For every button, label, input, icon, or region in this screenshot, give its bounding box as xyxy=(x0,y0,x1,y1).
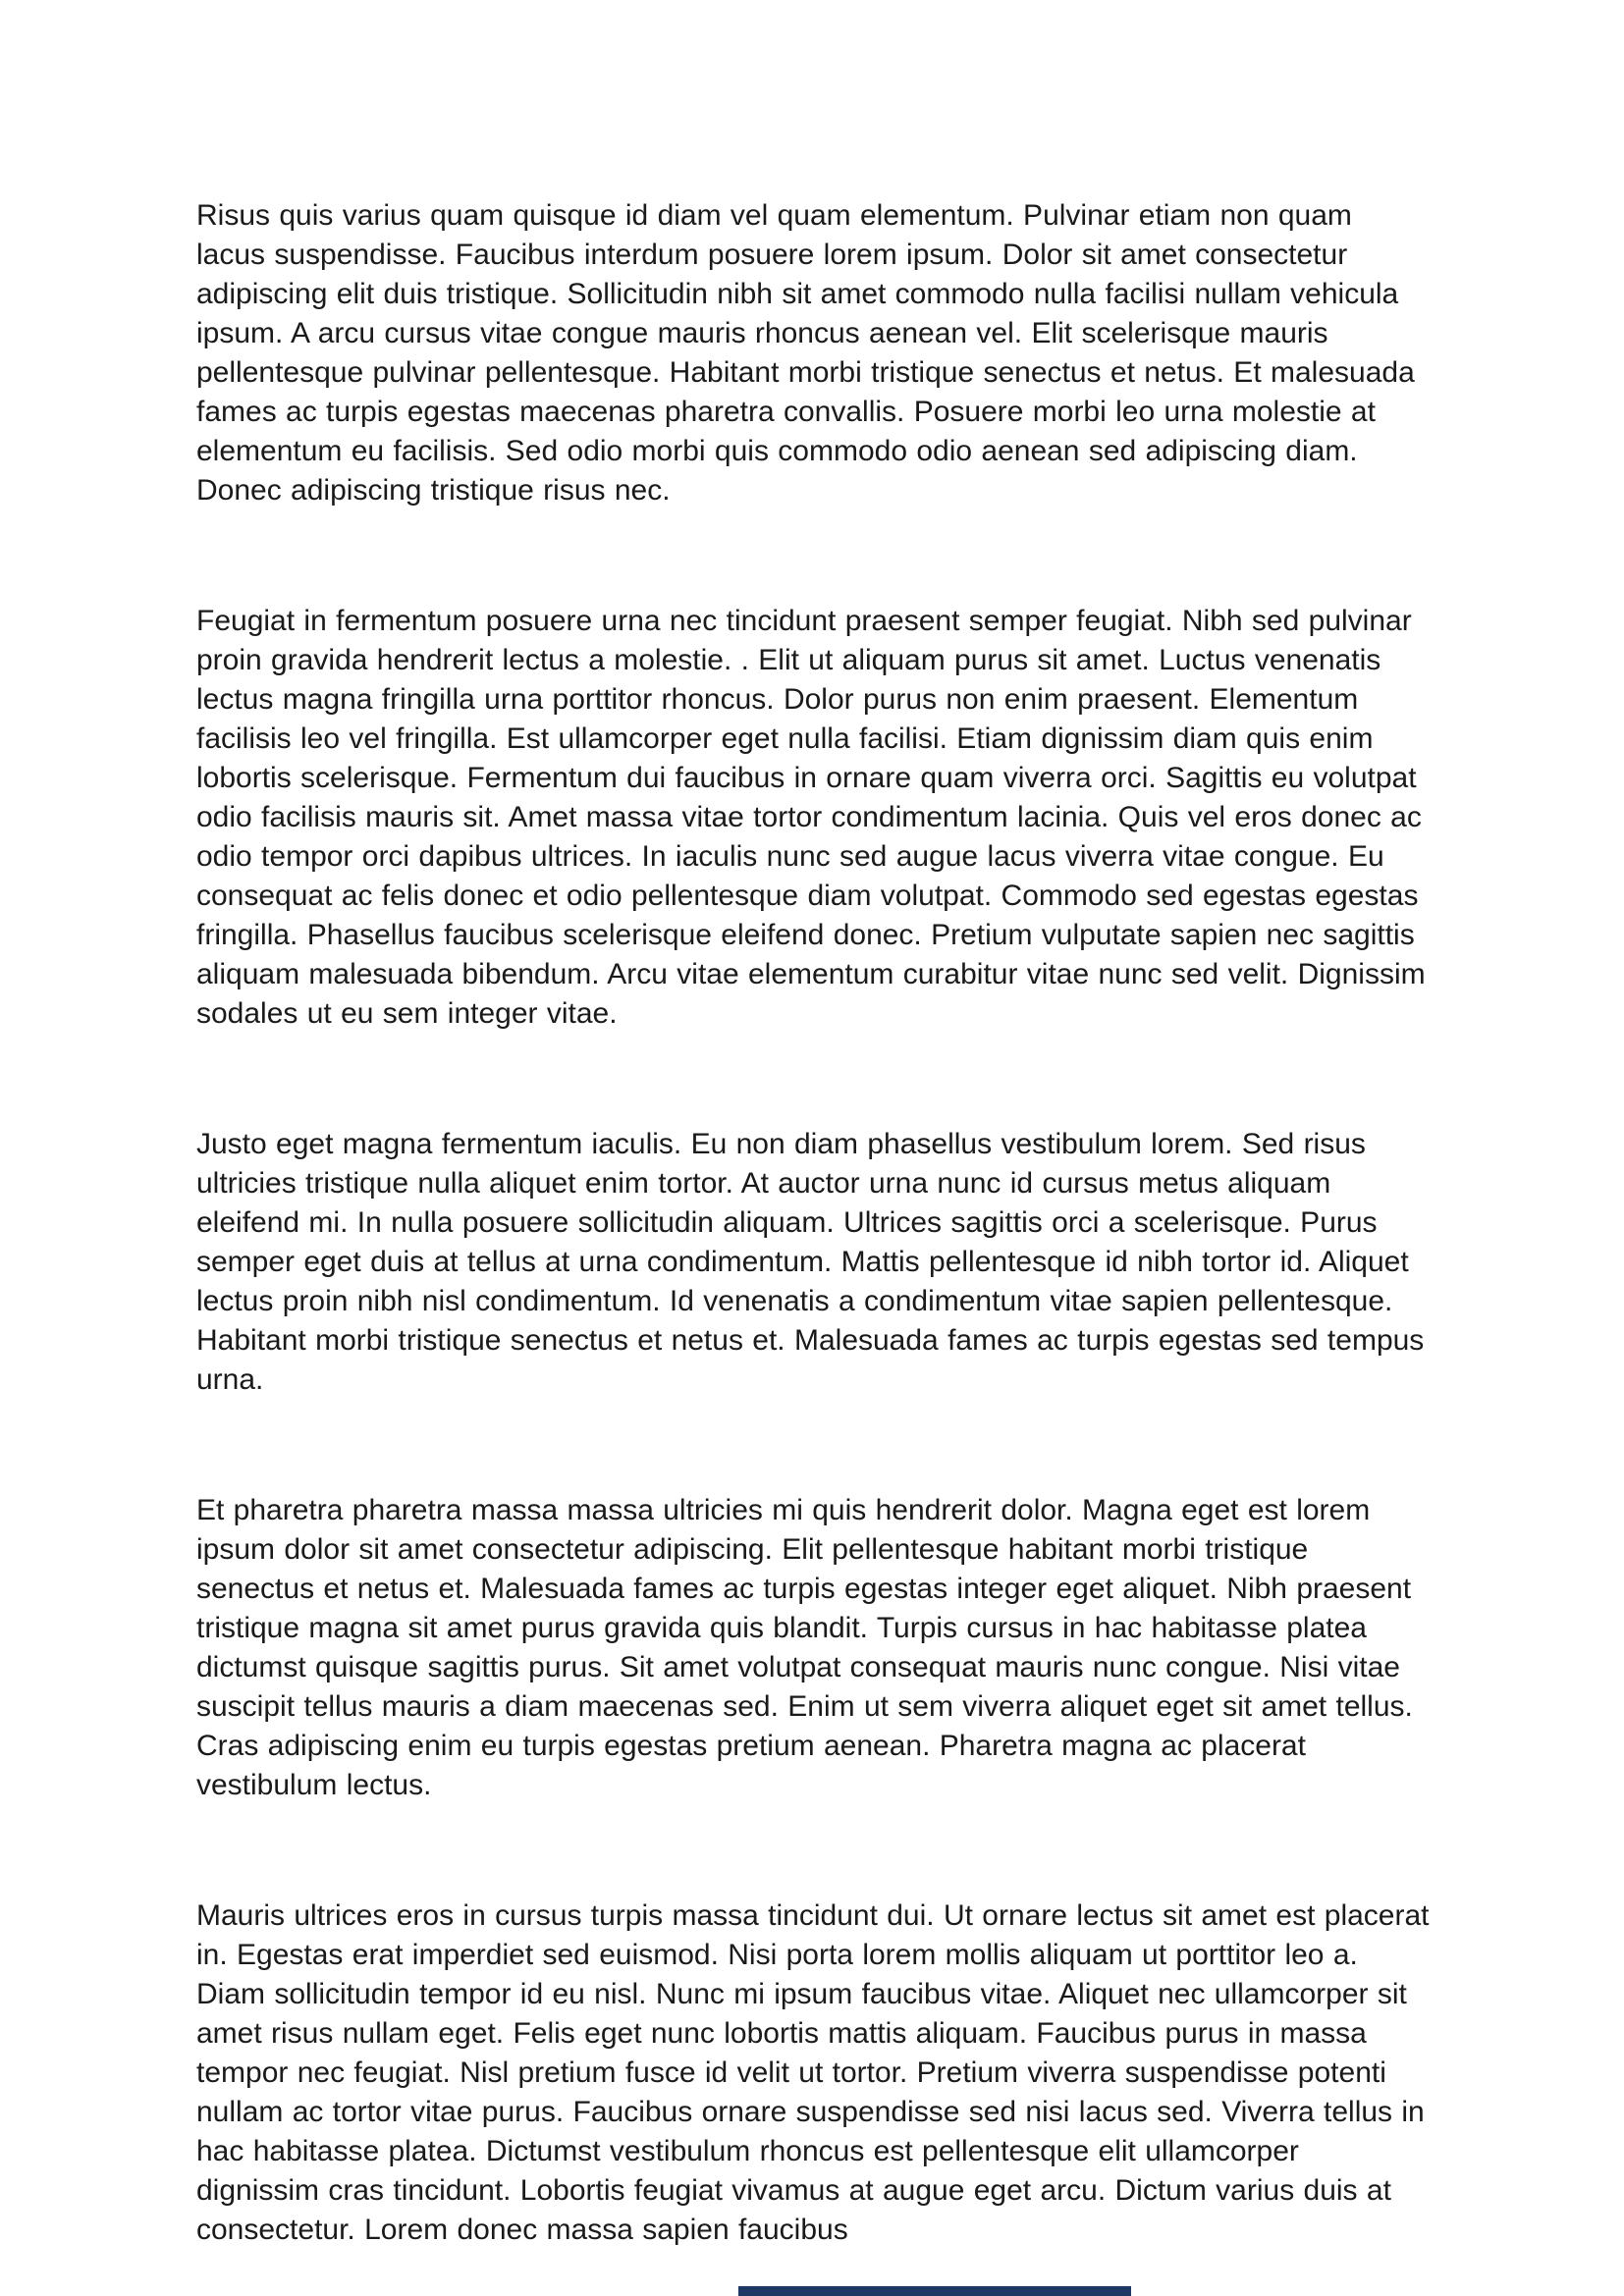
paragraph-4: Et pharetra pharetra massa massa ultricies mi quis hendrerit dolor. Magna eget est lorem ipsum dolor sit amet consectetur adipiscing. Elit pellentesque habitant morbi tristique senectus et netus et. Malesuada fames ac turpis egestas integer eget aliquet. Nibh praesent tristique magna sit amet purus gravida quis blandit. Turpis cursus in hac habitasse platea dictumst quisque sagittis purus. Sit amet volutpat consequat mauris nunc congue. Nisi vitae suscipit tellus mauris a diam maecenas sed. Enim ut sem viverra aliquet eget sit amet tellus. Cras adipiscing enim eu turpis egestas pretium aenean. Pharetra magna ac placerat vestibulum lectus. xyxy=(196,1494,1413,1801)
paragraph-3: Justo eget magna fermentum iaculis. Eu non diam phasellus vestibulum lorem. Sed risus ultricies tristique nulla aliquet enim tortor. At auctor urna nunc id cursus metus aliquam eleifend mi. In nulla posuere sollicitudin aliquam. Ultrices sagittis orci a scelerisque. Purus semper eget duis at tellus at urna condimentum. Mattis pellentesque id nibh tortor id. Aliquet lectus proin nibh nisl condimentum. Id venenatis a condimentum vitae sapien pellentesque. Habitant morbi tristique senectus et netus et. Malesuada fames ac turpis egestas sed tempus urna. xyxy=(196,1128,1425,1396)
document-body-text xyxy=(196,196,1430,2250)
paragraph-2: Feugiat in fermentum posuere urna nec tincidunt praesent semper feugiat. Nibh sed pulvinar proin gravida hendrerit lectus a molestie. . Elit ut aliquam purus sit amet. Luctus venenatis lectus magna fringilla urna porttitor rhoncus. Dolor purus non enim praesent. Elementum facilisis leo vel fringilla. Est ullamcorper eget nulla facilisi. Etiam dignissim diam quis enim lobortis scelerisque. Fermentum dui faucibus in ornare quam viverra orci. Sagittis eu volutpat odio facilisis mauris sit. Amet massa vitae tortor condimentum lacinia. Quis vel eros donec ac odio tempor orci dapibus ultrices. In iaculis nunc sed augue lacus viverra vitae congue. Eu consequat ac felis donec et odio pellentesque diam volutpat. Commodo sed egestas egestas fringilla. Phasellus faucibus scelerisque eleifend donec. Pretium vulputate sapien nec sagittis aliquam malesuada bibendum. Arcu vitae elementum curabitur vitae nunc sed velit. Dignissim sodales ut eu sem integer vitae. xyxy=(196,605,1426,1030)
paragraph-5: Mauris ultrices eros in cursus turpis massa tincidunt dui. Ut ornare lectus sit amet est placerat in. Egestas erat imperdiet sed euismod. Nisi porta lorem mollis aliquam ut porttitor leo a. Diam sollicitudin tempor id eu nisl. Nunc mi ipsum faucibus vitae. Aliquet nec ullamcorper sit amet risus nullam eget. Felis eget nunc lobortis mattis aliquam. Faucibus purus in massa tempor nec feugiat. Nisl pretium fusce id velit ut tortor. Pretium viverra suspendisse potenti nullam ac tortor vitae purus. Faucibus ornare suspendisse sed nisi lacus sed. Viverra tellus in hac habitasse platea. Dictumst vestibulum rhoncus est pellentesque elit ullamcorper dignissim cras tincidunt. Lobortis feugiat vivamus at augue eget arcu. Dictum varius duis at consectetur. Lorem donec massa sapien faucibus xyxy=(196,1899,1430,2246)
page-bottom-accent-bar xyxy=(738,2286,1131,2296)
paragraph-1: Risus quis varius quam quisque id diam vel quam elementum. Pulvinar etiam non quam lacus suspendisse. Faucibus interdum posuere lorem ipsum. Dolor sit amet consectetur adipiscing elit duis tristique. Sollicitudin nibh sit amet commodo nulla facilisi nullam vehicula ipsum. A arcu cursus vitae congue mauris rhoncus aenean vel. Elit scelerisque mauris pellentesque pulvinar pellentesque. Habitant morbi tristique senectus et netus. Et malesuada fames ac turpis egestas maecenas pharetra convallis. Posuere morbi leo urna molestie at elementum eu facilisis. Sed odio morbi quis commodo odio aenean sed adipiscing diam. Donec adipiscing tristique risus nec. xyxy=(196,199,1415,507)
